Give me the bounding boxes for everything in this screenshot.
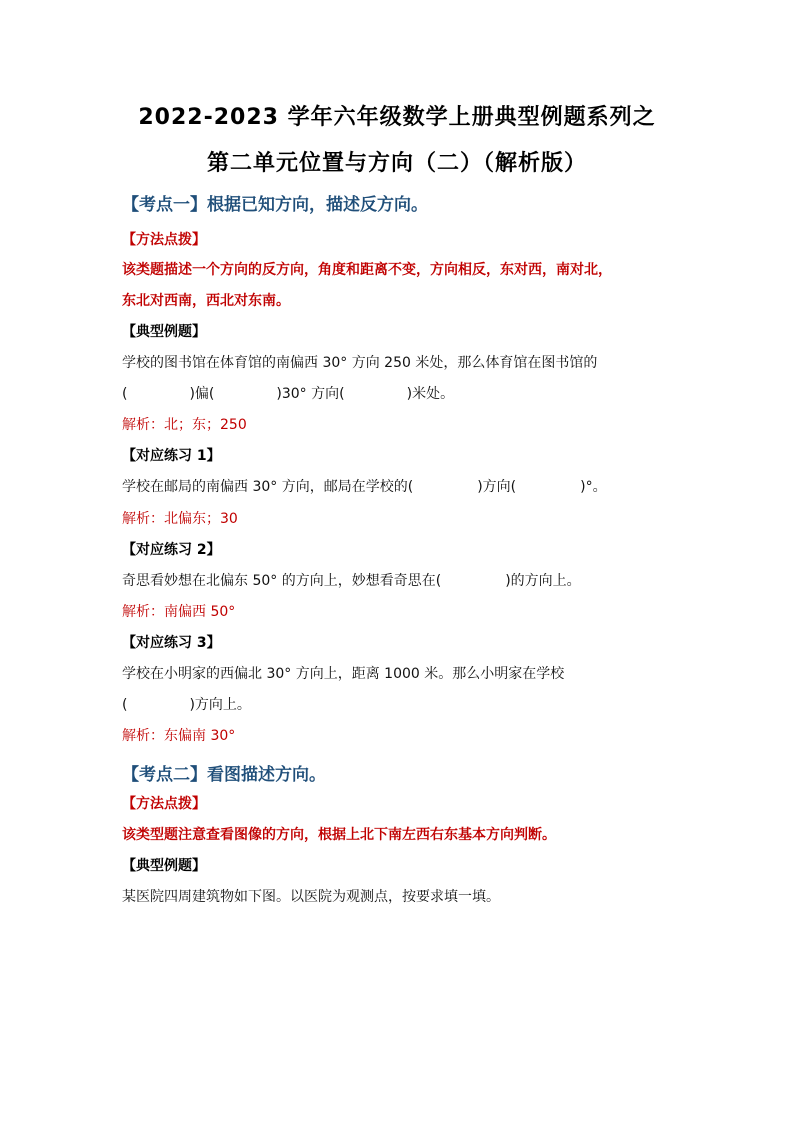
practice1-tag: 【对应练习 1】 bbox=[122, 448, 221, 464]
practice3-tag: 【对应练习 3】 bbox=[122, 635, 221, 651]
section1-example-line1: 学校的图书馆在体育馆的南偏西 30° 方向 250 米处，那么体育馆在图书馆的 bbox=[122, 355, 598, 371]
practice3-question-line1: 学校在小明家的西偏北 30° 方向上，距离 1000 米。那么小明家在学校 bbox=[122, 666, 565, 682]
practice2-answer: 解析：南偏西 50° bbox=[122, 604, 236, 620]
section2-method-tag: 【方法点拨】 bbox=[122, 796, 206, 812]
section2-example-tag: 【典型例题】 bbox=[122, 858, 206, 874]
practice3-question-line2 bbox=[122, 694, 754, 714]
document-title-line1: 2022-2023 学年六年级数学上册典型例题系列之 bbox=[138, 105, 656, 130]
example-text-b: )偏( bbox=[189, 386, 215, 402]
section1-example-answer: 解析：北；东；250 bbox=[122, 417, 247, 433]
section1-method-tag: 【方法点拨】 bbox=[122, 232, 206, 248]
section1-method-line1: 该类题描述一个方向的反方向，角度和距离不变，方向相反，东对西，南对北， bbox=[122, 262, 612, 278]
practice2-text-a: 奇思看妙想在北偏东 50° 的方向上，妙想看奇思在( bbox=[122, 573, 442, 589]
practice2-text-b: )的方向上。 bbox=[505, 573, 581, 589]
practice2-tag: 【对应练习 2】 bbox=[122, 542, 221, 558]
practice1-text-c: )°。 bbox=[580, 479, 607, 495]
section1-example-line2 bbox=[122, 383, 754, 403]
section2-heading: 【考点二】看图描述方向。 bbox=[122, 765, 326, 785]
practice3-text-a: ( bbox=[122, 697, 128, 713]
practice3-text-b: )方向上。 bbox=[189, 697, 251, 713]
example-text-d: )米处。 bbox=[406, 386, 455, 402]
section2-example-line1: 某医院四周建筑物如下图。以医院为观测点，按要求填一填。 bbox=[122, 889, 500, 905]
document-title-line2: 第二单元位置与方向（二）（解析版） bbox=[206, 151, 587, 176]
example-text-c: )30° 方向( bbox=[276, 386, 345, 402]
practice1-text-a: 学校在邮局的南偏西 30° 方向，邮局在学校的( bbox=[122, 479, 414, 495]
practice1-text-b: )方向( bbox=[477, 479, 517, 495]
section1-method-line2: 东北对西南，西北对东南。 bbox=[122, 293, 290, 309]
practice2-question bbox=[122, 570, 754, 590]
practice3-answer: 解析：东偏南 30° bbox=[122, 728, 236, 744]
practice1-answer: 解析：北偏东；30 bbox=[122, 511, 238, 527]
section1-example-tag: 【典型例题】 bbox=[122, 324, 206, 340]
section2-method-line1: 该类型题注意查看图像的方向，根据上北下南左西右东基本方向判断。 bbox=[122, 827, 556, 843]
section1-heading: 【考点一】根据已知方向，描述反方向。 bbox=[122, 195, 428, 215]
practice1-question bbox=[122, 476, 754, 496]
example-text-a: ( bbox=[122, 386, 128, 402]
